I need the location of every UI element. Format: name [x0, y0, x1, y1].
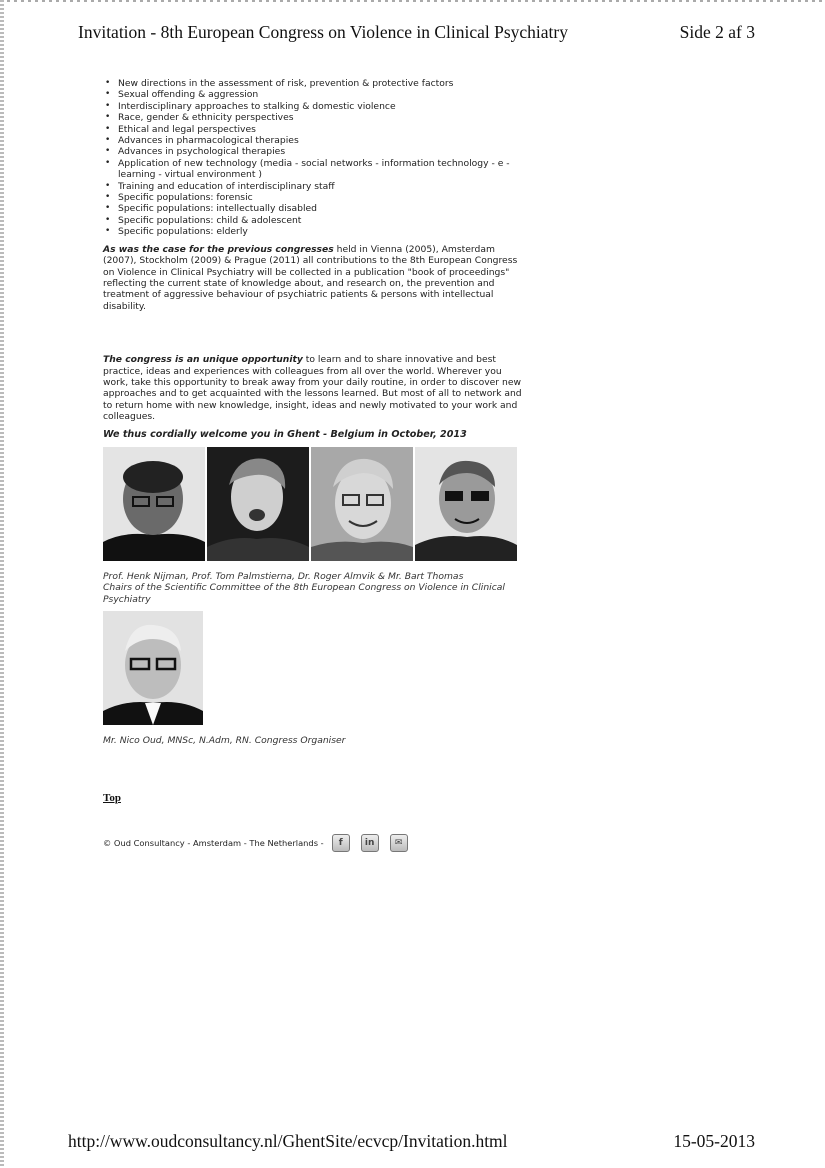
list-item: • Interdisciplinary approaches to stalking & domestic violence [103, 101, 523, 112]
chairs-photo-row [103, 447, 523, 561]
page-top-edge [0, 0, 825, 2]
chair-photo-4 [415, 447, 517, 561]
back-to-top-link[interactable]: Top [103, 792, 121, 804]
list-item: • New directions in the assessment of risk, prevention & protective factors [103, 78, 523, 89]
copyright-text: © Oud Consultancy - Amsterdam - The Netherlands - [103, 838, 324, 848]
site-footer [103, 834, 408, 852]
chairs-role: Chairs of the Scientific Committee of the 8th European Congress on Violence in Clinical Psychiatry [103, 582, 505, 605]
list-item: • Specific populations: elderly [103, 226, 523, 237]
organiser-caption: Mr. Nico Oud, MNSc, N.Adm, RN. Congress Organiser [103, 735, 346, 747]
linkedin-icon[interactable]: in [361, 834, 379, 852]
list-item: • Race, gender & ethnicity perspectives [103, 112, 523, 123]
list-item: • Specific populations: intellectually disabled [103, 203, 523, 214]
chairs-caption [103, 571, 523, 605]
social-links [332, 834, 408, 852]
page-left-edge [0, 0, 4, 1168]
topic-list [103, 78, 523, 238]
opportunity-paragraph [103, 354, 523, 422]
list-item: • Training and education of interdisciplinary staff [103, 181, 523, 192]
email-icon[interactable]: ✉ [390, 834, 408, 852]
page-content [103, 78, 523, 747]
list-item: • Advances in psychological therapies [103, 146, 523, 157]
list-item: • Sexual offending & aggression [103, 89, 523, 100]
opportunity-text: to learn and to share innovative and best practice, ideas and experiences with colleagues from all over the world. Wherever you work, take this opportunity to break away from your daily routine, in order to discover new approaches and to get acquainted with the lessons learned. But most of all to network and to return home with new knowledge, insight, ideas and newly motivated to your work and colleagues. [103, 354, 522, 423]
list-item: • Specific populations: forensic [103, 192, 523, 203]
list-item: • Advances in pharmacological therapies [103, 135, 523, 146]
list-item: • Specific populations: child & adolescent [103, 215, 523, 226]
list-item: • Ethical and legal perspectives [103, 124, 523, 135]
chair-photo-1 [103, 447, 205, 561]
organiser-photo [103, 611, 203, 725]
print-footer-url: http://www.oudconsultancy.nl/GhentSite/ecvcp/Invitation.html [68, 1131, 508, 1151]
print-footer-date: 15-05-2013 [673, 1131, 755, 1151]
proceedings-lead: As was the case for the previous congresses [103, 243, 334, 255]
print-header-title: Invitation - 8th European Congress on Violence in Clinical Psychiatry [78, 22, 568, 42]
proceedings-paragraph [103, 244, 523, 312]
chairs-names: Prof. Henk Nijman, Prof. Tom Palmstierna, Dr. Roger Almvik & Mr. Bart Thomas [103, 570, 464, 582]
opportunity-lead: The congress is an unique opportunity [103, 354, 303, 366]
facebook-icon[interactable]: f [332, 834, 350, 852]
proceedings-text: held in Vienna (2005), Amsterdam (2007), Stockholm (2009) & Prague (2011) all contributions to the 8th European Congress on Violence in Clinical Psychiatry will be collected in a publication "book of proceedings" reflecting the current state of knowledge about, and research on, the prevention and treatment of aggressive behaviour of psychiatric patients & persons with intellectual disability. [103, 243, 518, 312]
print-header-page-number: Side 2 af 3 [679, 22, 755, 42]
list-item: • Application of new technology (media - social networks - information technology - e -learning - virtual environment ) [103, 158, 523, 181]
chair-photo-2 [207, 447, 309, 561]
chair-photo-3 [311, 447, 413, 561]
welcome-line: We thus cordially welcome you in Ghent - Belgium in October, 2013 [103, 428, 467, 440]
